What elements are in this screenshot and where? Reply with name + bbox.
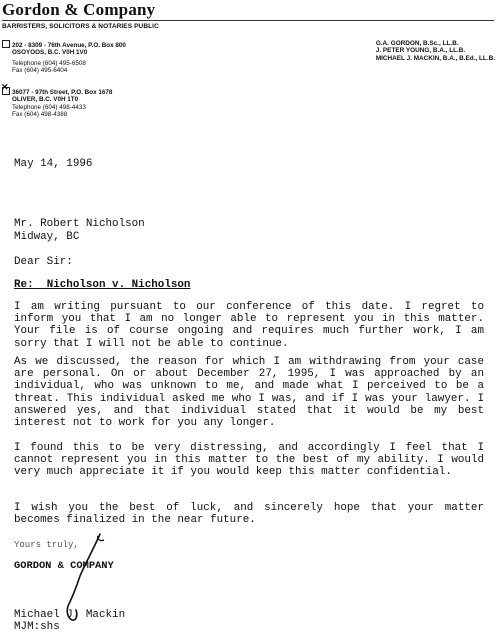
office-oliver (2, 87, 112, 118)
office-address: 202 - 8309 - 76th Avenue, P.O. Box 800 (12, 42, 126, 49)
re-subject: Nicholson v. Nicholson (46, 279, 191, 291)
re-label: Re: (14, 279, 34, 291)
office-city: OLIVER, B.C. V0H 1T0 (12, 96, 79, 104)
office-telephone: Telephone (604) 495-6508 (12, 59, 86, 67)
salutation: Dear Sir: (14, 256, 73, 268)
office-address: 36077 - 97th Street, P.O. Box 1678 (12, 89, 113, 96)
recipient-name: Mr. Robert Nicholson (14, 218, 145, 230)
partner-name: J. PETER YOUNG, B.A., LL.B. (375, 47, 466, 55)
body-paragraph: I found this to be very distressing, and accordingly I feel that I cannot represent you in this matter to the best of my ability. I would very much appreciate it if you would keep this matter confidential. (14, 442, 484, 479)
letter-date: May 14, 1996 (14, 158, 93, 170)
recipient-place: Midway, BC (14, 231, 80, 243)
body-paragraph: I am writing pursuant to our conference of this date. I regret to inform you that I am no longer able to represent you in this matter. Your file is of course ongoing and requires much further work, I am sorry that I will not be able to continue. (14, 301, 484, 350)
body-paragraph: I wish you the best of luck, and sincerely hope that your matter becomes finalized in the near future. (14, 502, 484, 527)
office-fax: Fax (604) 495-6404 (12, 66, 68, 74)
partners-list (376, 40, 495, 62)
firm-subtitle: BARRISTERS, SOLICITORS & NOTARIES PUBLIC (2, 23, 159, 30)
partner-name: G.A. GORDON, B.Sc., LL.B. (375, 40, 459, 47)
checkbox-icon (2, 40, 10, 48)
office-telephone: Telephone (604) 498-4433 (12, 103, 86, 111)
reference-initials: MJM:shs (14, 621, 60, 633)
office-fax: Fax (604) 498-4388 (12, 110, 68, 118)
firm-name: Gordon & Company (2, 0, 156, 19)
signer-name: Michael J. Mackin (14, 609, 126, 621)
body-paragraph: As we discussed, the reason for which I am withdrawing from your case are personal. On or about December 27, 1995, I was approached by an individual, who was unknown to me, and made what I perceived to be a threat. This individual asked me who I was, and if I was your lawyer. I answered yes, and that individual stated that it would be my best interest not to work for you any longer. (14, 356, 484, 430)
closing: Yours truly, (14, 540, 79, 550)
office-city: OSOYOOS, B.C. V0H 1V0 (12, 49, 88, 57)
office-osoyoos (2, 40, 126, 74)
partner-name: MICHAEL J. MACKIN, B.A., B.Ed., LL.B. (375, 54, 495, 62)
letterhead-rule (2, 20, 494, 21)
checked-box-icon (2, 87, 10, 95)
re-line (14, 279, 190, 291)
firm-signoff: GORDON & COMPANY (14, 560, 114, 572)
